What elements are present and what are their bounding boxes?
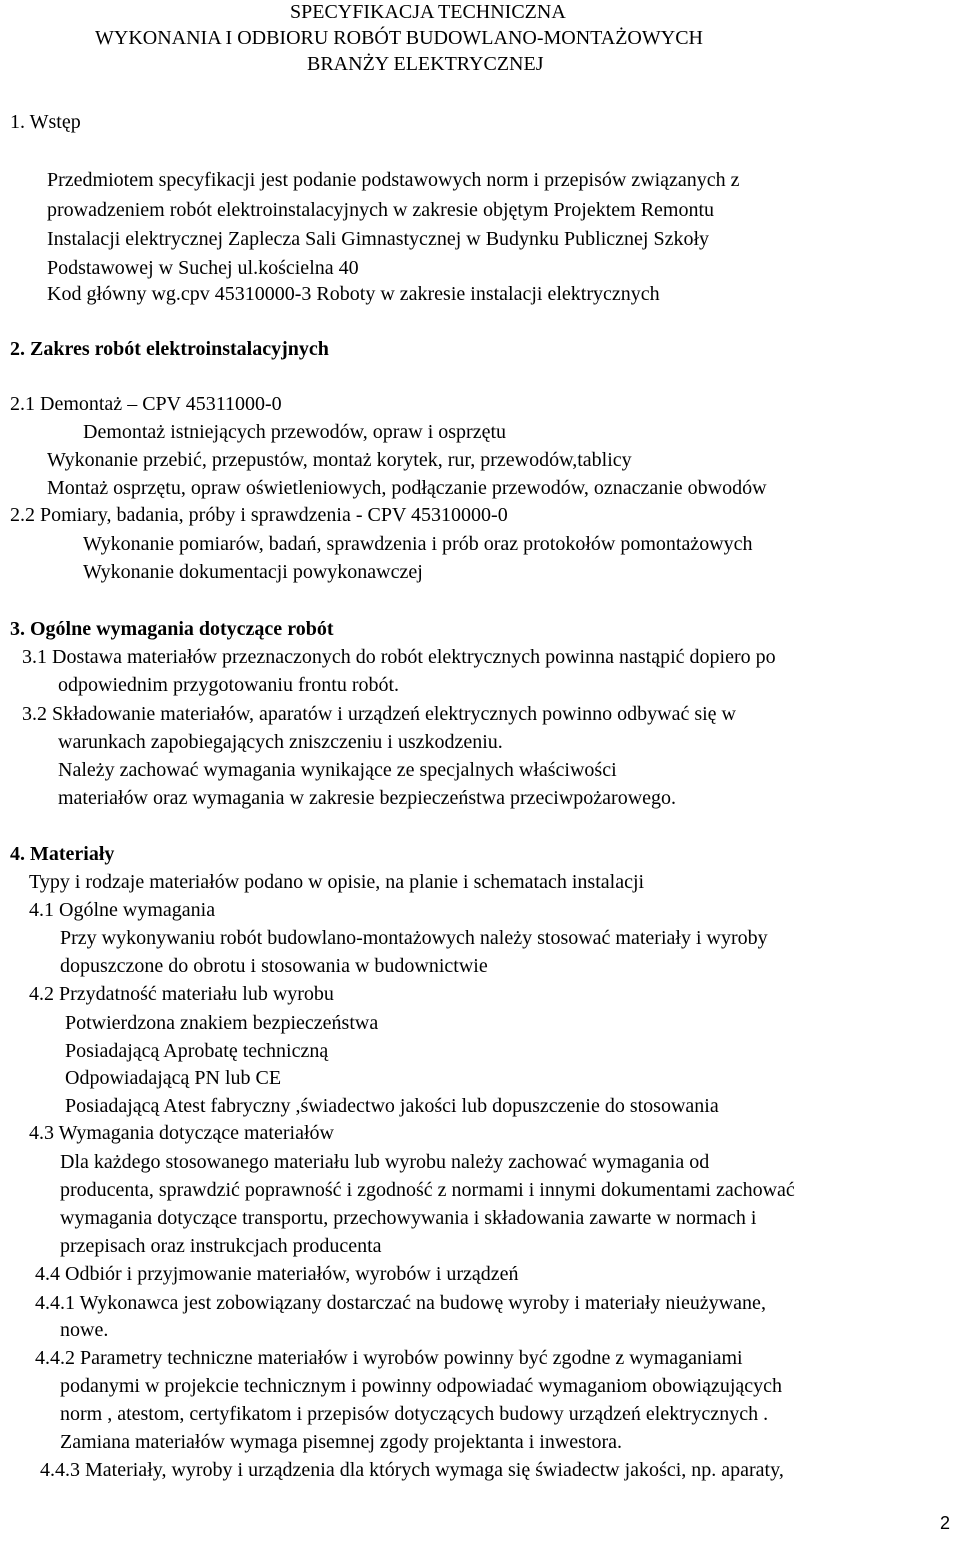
section-3-2-line: warunkach zapobiegających zniszczeniu i uszkodzeniu.: [58, 731, 503, 753]
section-3-1-line: 3.1 Dostawa materiałów przeznaczonych do robót elektrycznych powinna nastąpić dopiero po: [22, 646, 776, 668]
section-4-2-heading: 4.2 Przydatność materiału lub wyrobu: [29, 983, 334, 1005]
section-4-3-line: przepisach oraz instrukcjach producenta: [60, 1235, 382, 1257]
section-3-2-line: Należy zachować wymagania wynikające ze specjalnych właściwości: [58, 759, 617, 781]
section-1-line: Kod główny wg.cpv 45310000-3 Roboty w zakresie instalacji elektrycznych: [47, 283, 660, 305]
doc-title-line-2: WYKONANIA I ODBIORU ROBÓT BUDOWLANO-MONTAŻOWYCH: [95, 27, 703, 49]
section-4-1-line: Przy wykonywaniu robót budowlano-montażowych należy stosować materiały i wyroby: [60, 927, 768, 949]
section-1-line: prowadzeniem robót elektroinstalacyjnych w zakresie objętym Projektem Remontu: [47, 199, 715, 221]
section-4-2-line: Posiadającą Aprobatę techniczną: [65, 1040, 329, 1062]
section-1-line: Podstawowej w Suchej ul.kościelna 40: [47, 257, 359, 279]
section-3-1-line: odpowiednim przygotowaniu frontu robót.: [58, 674, 400, 696]
section-4-1-heading: 4.1 Ogólne wymagania: [29, 899, 216, 921]
section-4-3-line: producenta, sprawdzić poprawność i zgodność z normami i innymi dokumentami zachować: [60, 1179, 795, 1201]
section-4-4-2-line: norm , atestom, certyfikatom i przepisów dotyczących budowy urządzeń elektrycznych .: [60, 1403, 769, 1425]
section-1-line: Przedmiotem specyfikacji jest podanie podstawowych norm i przepisów związanych z: [47, 169, 740, 191]
section-2-1-line: Wykonanie przebić, przepustów, montaż korytek, rur, przewodów,tablicy: [47, 449, 632, 471]
section-4-4-heading: 4.4 Odbiór i przyjmowanie materiałów, wyrobów i urządzeń: [35, 1263, 519, 1285]
page-number: 2: [940, 1513, 951, 1533]
section-1-line: Instalacji elektrycznej Zaplecza Sali Gimnastycznej w Budynku Publicznej Szkoły: [47, 228, 710, 250]
section-2-heading: 2. Zakres robót elektroinstalacyjnych: [10, 338, 329, 360]
section-4-2-line: Posiadającą Atest fabryczny ,świadectwo jakości lub dopuszczenie do stosowania: [65, 1095, 719, 1117]
section-4-4-2-line: 4.4.2 Parametry techniczne materiałów i wyrobów powinny być zgodne z wymaganiami: [35, 1347, 743, 1369]
section-3-2-line: 3.2 Składowanie materiałów, aparatów i urządzeń elektrycznych powinno odbywać się w: [22, 703, 737, 725]
section-4-3-line: Dla każdego stosowanego materiału lub wyrobu należy zachować wymagania od: [60, 1151, 710, 1173]
section-4-4-1-line: 4.4.1 Wykonawca jest zobowiązany dostarczać na budowę wyroby i materiały nieużywane,: [35, 1292, 766, 1314]
section-4-4-2-line: podanymi w projekcie technicznym i powinny odpowiadać wymaganiom obowiązujących: [60, 1375, 783, 1397]
doc-title-line-3: BRANŻY ELEKTRYCZNEJ: [307, 53, 544, 75]
section-4-3-line: wymagania dotyczące transportu, przechowywania i składowania zawarte w normach i: [60, 1207, 757, 1229]
section-4-1-line: dopuszczone do obrotu i stosowania w budownictwie: [60, 955, 488, 977]
section-4-3-heading: 4.3 Wymagania dotyczące materiałów: [29, 1122, 334, 1144]
section-3-heading: 3. Ogólne wymagania dotyczące robót: [10, 618, 334, 640]
section-1-heading: 1. Wstęp: [10, 111, 81, 133]
section-2-2-line: Wykonanie dokumentacji powykonawczej: [83, 561, 423, 583]
section-2-2-heading: 2.2 Pomiary, badania, próby i sprawdzenia - CPV 45310000-0: [10, 504, 508, 526]
section-2-1-heading: 2.1 Demontaż – CPV 45311000-0: [10, 393, 282, 415]
section-3-2-line: materiałów oraz wymagania w zakresie bezpieczeństwa przeciwpożarowego.: [58, 787, 677, 809]
section-4-4-1-line: nowe.: [60, 1319, 109, 1341]
section-2-1-line: Demontaż istniejących przewodów, opraw i osprzętu: [83, 421, 506, 443]
section-4-intro: Typy i rodzaje materiałów podano w opisie, na planie i schematach instalacji: [29, 871, 645, 893]
section-2-1-line: Montaż osprzętu, opraw oświetleniowych, podłączanie przewodów, oznaczanie obwodów: [47, 477, 767, 499]
section-2-2-line: Wykonanie pomiarów, badań, sprawdzenia i prób oraz protokołów pomontażowych: [83, 533, 753, 555]
section-4-2-line: Potwierdzona znakiem bezpieczeństwa: [65, 1012, 379, 1034]
section-4-heading: 4. Materiały: [10, 843, 115, 865]
section-4-2-line: Odpowiadającą PN lub CE: [65, 1067, 282, 1089]
section-4-4-2-line: Zamiana materiałów wymaga pisemnej zgody projektanta i inwestora.: [60, 1431, 623, 1453]
doc-title-line-1: SPECYFIKACJA TECHNICZNA: [290, 1, 566, 23]
section-4-4-3-line: 4.4.3 Materiały, wyroby i urządzenia dla których wymaga się świadectw jakości, np. aparaty,: [40, 1459, 784, 1481]
